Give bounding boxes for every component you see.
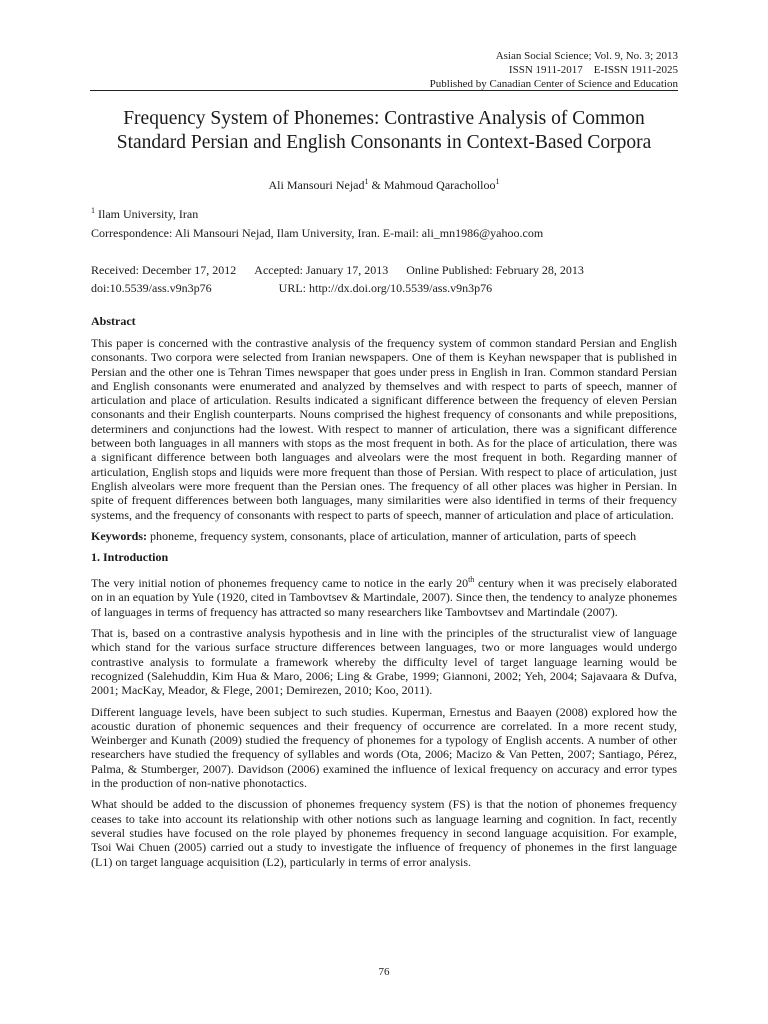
keywords-label: Keywords: bbox=[91, 528, 147, 543]
affiliation-block bbox=[91, 203, 677, 241]
title-line-1: Frequency System of Phonemes: Contrastive Analysis of Common bbox=[123, 108, 645, 129]
page-number: 76 bbox=[378, 966, 390, 978]
intro-p1-text-b: century when it was precisely elaborated on in an equation by Yule (1920, cited in Tambovtsev & Martindale, 2007). Since then, the tendency to analyze phonemes of languages in terms of frequency has attracted so many researchers like Tambovtsev and Martindale (2007). bbox=[91, 576, 677, 619]
author-connector: & bbox=[368, 178, 384, 192]
correspondence: Correspondence: Ali Mansouri Nejad, Ilam University, Iran. E-mail: ali_mn1986@yahoo.com bbox=[91, 226, 544, 240]
published-date: Online Published: February 28, 2013 bbox=[406, 263, 584, 277]
keywords bbox=[91, 529, 677, 543]
accepted-date: Accepted: January 17, 2013 bbox=[254, 263, 389, 277]
affiliation-text: Ilam University, Iran bbox=[95, 207, 199, 221]
author-list bbox=[91, 175, 677, 192]
section-heading-introduction: 1. Introduction bbox=[91, 550, 169, 565]
journal-header bbox=[430, 49, 678, 91]
intro-paragraph-2: That is, based on a contrastive analysis hypothesis and in line with the principles of the structuralist view of language which stand for the various surface structure differences between languages, two or more languages would undergo contrastive analysis to formulate a framework whereby the difficulty level of target language learning would be recognized (Salehuddin, Kim Hua & Maro, 2006; Ling & Grabe, 1999; Giannoni, 2002; Yeh, 2004; Sajavaara & Dufva, 2001; MacKay, Meador, & Flege, 2001; Demirezen, 2010; Koo, 2011). bbox=[91, 626, 677, 698]
abstract-text: This paper is concerned with the contrastive analysis of the frequency system of common standard Persian and English consonants. Two corpora were selected from Iranian newspapers. One of them is Keyhan newspaper that is published in Persian and the other one is Tehran Times newspaper that goes under press in English in Iran. Common standard Persian and English consonants were enumerated and analyzed by themselves and with respect to parts of speech, manner of articulation and place of articulation. Results indicated a significant difference between the frequency of eleven Persian consonants and their English counterparts. Nouns comprised the highest frequency of consonants and while prepositions, determiners and conjunctions had the lowest. With respect to manner of articulation, there was a significant difference between both languages in all manners with stops as the most frequent in both. As for the place of articulation, there was a significant difference between both languages and alveolars were the most frequent in both. Regarding manner of articulation, English stops and liquids were more frequent than those of Persian. With respect to place of articulation, just English alveolars were more frequent than the Persian ones. The frequency of all other places was higher in Persian. In spite of frequent differences between both languages, many similarities were also identified in terms of their frequency systems, and the frequency of consonants with respect to parts of speech, manner of articulation and place of articulation. bbox=[91, 336, 677, 522]
journal-issn: ISSN 1911-2017 E-ISSN 1911-2025 bbox=[508, 64, 678, 76]
author-name: Mahmoud Qaracholloo bbox=[383, 178, 496, 192]
title-line-2: Standard Persian and English Consonants in Context-Based Corpora bbox=[116, 132, 652, 153]
journal-citation: Asian Social Science; Vol. 9, No. 3; 2013 bbox=[495, 50, 678, 62]
intro-paragraph-4: What should be added to the discussion of phonemes frequency system (FS) is that the notion of phonemes frequency ceases to take into account its relationship with other notions such as language learning and cognition. In fact, recently several studies have focused on the role played by phonemes frequency in second language acquisition. For example, Tsoi Wai Chuen (2005) carried out a study to investigate the influence of frequency of phonemes in the first language (L1) on target language acquisition (L2), particularly in terms of error analysis. bbox=[91, 797, 677, 869]
author-superscript: 1 bbox=[495, 177, 500, 186]
author-superscript: 1 bbox=[364, 177, 369, 186]
intro-paragraph-3: Different language levels, have been subject to such studies. Kuperman, Ernestus and Baayen (2008) explored how the acoustic duration of phonemic sequences and their frequency of occurrence are correlated. In a more recent study, Weinberger and Kunath (2009) studied the frequency of phonemes for a typology of English accents. A number of other researchers have studied the frequency of syllables and words (Ota, 2006; Macizo & Van Petten, 2007; Santiago, Pérez, Palma, & Stumberger, 2007). Davidson (2006) examined the influence of lexical frequency on accuracy and error types in the production of non-native phonotactics. bbox=[91, 704, 677, 791]
intro-paragraph-1 bbox=[91, 573, 677, 619]
author-name: Ali Mansouri Nejad bbox=[268, 178, 365, 192]
affiliation-superscript: 1 bbox=[91, 206, 95, 215]
header-divider bbox=[90, 90, 678, 91]
intro-p1-superscript: th bbox=[468, 575, 475, 585]
journal-publisher: Published by Canadian Center of Science and Education bbox=[429, 78, 678, 90]
abstract-heading: Abstract bbox=[91, 314, 136, 328]
doi: doi:10.5539/ass.v9n3p76 bbox=[91, 281, 212, 295]
received-date: Received: December 17, 2012 bbox=[91, 263, 237, 277]
paper-content bbox=[91, 107, 677, 869]
publication-dates bbox=[91, 261, 677, 297]
article-url[interactable]: URL: http://dx.doi.org/10.5539/ass.v9n3p76 bbox=[278, 281, 493, 295]
paper-title bbox=[91, 107, 677, 155]
affiliation bbox=[91, 203, 677, 222]
keywords-text: phoneme, frequency system, consonants, place of articulation, manner of articulation, parts of speech bbox=[147, 528, 637, 543]
intro-p1-text-a: The very initial notion of phonemes frequency came to notice in the early 20 bbox=[91, 576, 469, 591]
